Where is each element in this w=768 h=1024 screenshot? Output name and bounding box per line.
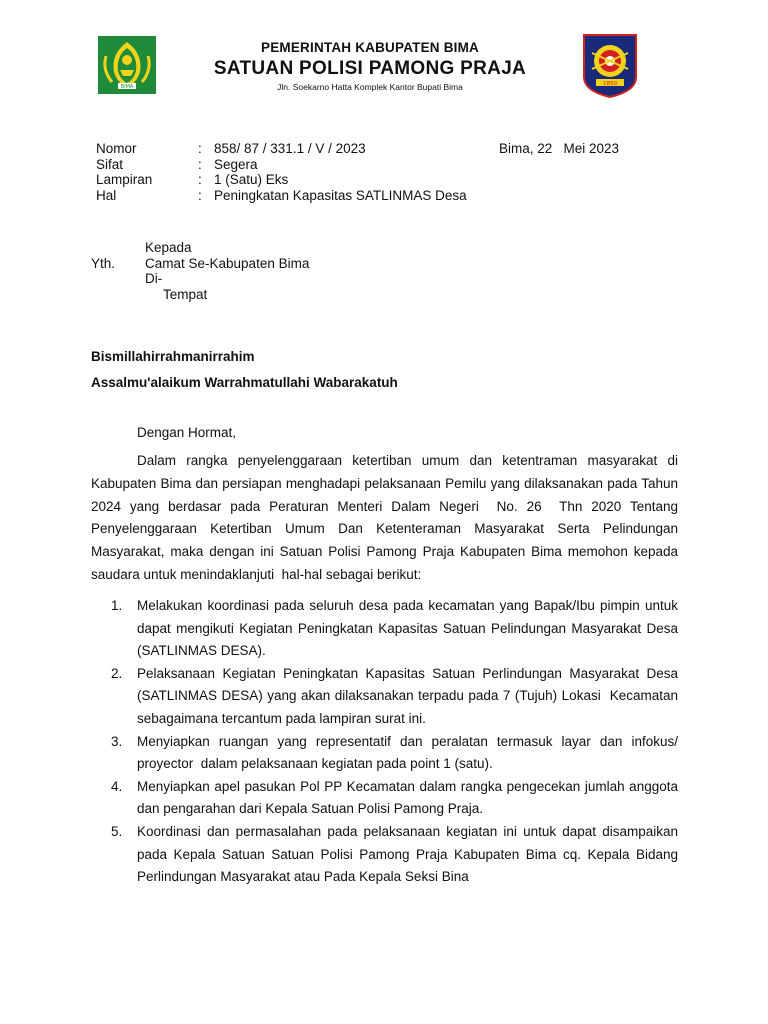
list-item-text: Menyiapkan apel pasukan Pol PP Kecamatan dalam rangka pengecekan jumlah anggota dan pengarahan dari Kepala Satuan Polisi Pamong Praja. [137,778,682,817]
list-item [91,731,682,776]
recipient-kepada: Kepada [145,240,192,255]
list-item-number: 4. [111,778,123,794]
list-item-text: Melakukan koordinasi pada seluruh desa pada kecamatan yang Bapak/Ibu pimpin untuk dapat mengikuti Kegiatan Peningkatan Kapasitas Satuan Pelindungan Masyarakat Desa (SATLINMAS DESA). [137,598,682,659]
list-item-number: 1. [111,598,123,613]
greeting-hormat: Dengan Hormat, [137,425,237,440]
right-logo-text: 1850 [603,81,617,87]
meta-label: Lampiran [96,172,153,187]
letterhead-address: Jln. Soekarno Hatta Komplek Kantor Bupati Bima [277,82,463,92]
meta-colon: : [198,141,202,156]
meta-row-sifat [96,157,484,173]
meta-value: Segera [214,156,258,172]
kabupaten-bima-emblem-icon [98,36,156,94]
list-item-text: Menyiapkan ruangan yang representatif dan peralatan termasuk layar dan infokus/ proyector dalam pelaksanaan kegiatan pada point 1 (satu). [137,733,682,772]
greeting-salam: Assalmu'alaikum Warrahmatullahi Wabarakatuh [91,375,398,390]
meta-value: 1 (Satu) Eks [214,172,289,187]
meta-colon: : [198,156,202,172]
letterhead-government: PEMERINTAH KABUPATEN BIMA [261,40,479,55]
meta-value: Peningkatan Kapasitas SATLINMAS Desa [214,187,467,203]
satpol-pp-emblem-icon [582,33,638,99]
letter-date: Bima, 22 Mei 2023 [499,141,620,156]
recipient-yth: Yth. [91,256,116,271]
left-logo-text: BIMA [120,84,134,90]
meta-row-lampiran [96,172,484,188]
letter-meta [96,141,484,203]
list-item [91,821,682,889]
meta-value: 858/ 87 / 331.1 / V / 2023 [214,141,366,156]
list-item-text: Koordinasi dan permasalahan pada pelaksanaan kegiatan ini untuk dapat disampaikan pada Kepala Satuan Satuan Polisi Pamong Praja Kabupaten Bima cq. Kepala Bidang Perlindungan Masyarakat atau Pada Kepala Seksi Bina [137,823,682,885]
recipient-tempat: Tempat [163,287,208,302]
list-item-number: 5. [111,823,123,839]
meta-colon: : [198,187,202,203]
list-item-number: 3. [111,733,123,749]
list-item-text: Pelaksanaan Kegiatan Peningkatan Kapasitas Satuan Perlindungan Masyarakat Desa (SATLINMAS DESA) yang akan dilaksanakan terpadu pada 7 (Tujuh) Lokasi Kecamatan sebagaimana tercantum pada lampiran surat ini. [137,665,682,726]
recipient-di: Di- [145,271,163,286]
meta-row-hal [96,188,484,204]
list-item [91,595,682,663]
letterhead-agency: SATUAN POLISI PAMONG PRAJA [213,58,527,79]
body-paragraph: Dalam rangka penyelenggaraan ketertiban umum dan ketentraman masyarakat di Kabupaten Bima dan persiapan menghadapi pelaksanaan Pemilu yang dilaksanakan pada Tahun 2024 yang berdasar pada Peraturan Menteri Dalam Negeri No. 26 Thn 2020 Tentang Penyelenggaraan Ketertiban Umum Dan Ketenteraman Masyarakat Serta Pelindungan Masyarakat, maka dengan ini Satuan Polisi Pamong Praja Kabupaten Bima memohon kepada saudara untuk menindaklanjuti hal-hal sebagai berikut: [91,453,682,582]
action-list [91,595,682,889]
greeting-bismillah: Bismillahirrahmanirrahim [91,349,255,364]
meta-row-nomor [96,141,484,157]
recipient-name: Camat Se-Kabupaten Bima [145,256,310,271]
meta-label: Sifat [96,156,124,172]
meta-label: Hal [96,187,117,203]
meta-colon: : [198,172,202,187]
list-item [91,663,682,731]
list-item-number: 2. [111,665,123,681]
list-item [91,776,682,821]
meta-label: Nomor [96,141,137,156]
